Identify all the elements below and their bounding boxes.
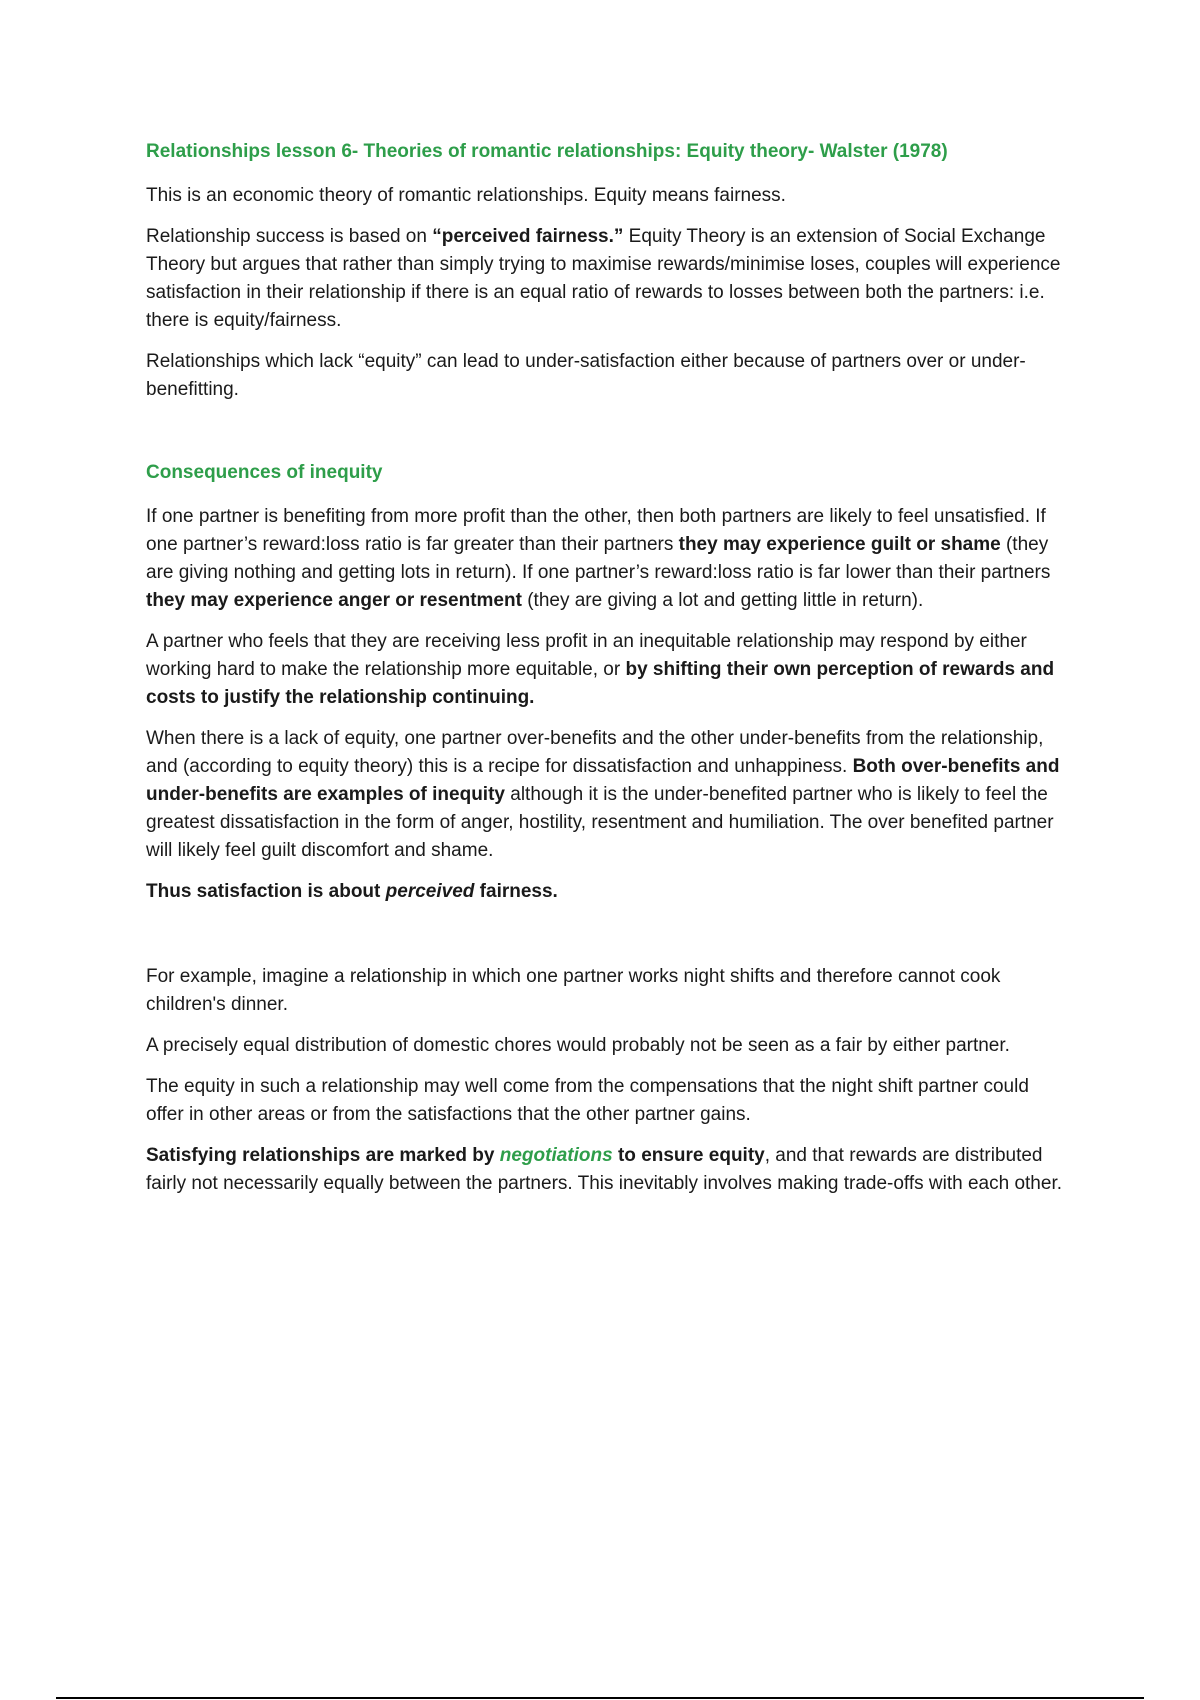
intro-paragraph-2 xyxy=(146,223,1066,335)
consequences-p3-bold: Both over-benefits and under-benefits are examples of inequity xyxy=(146,756,1060,805)
intro-p2-bold: “perceived fairness.” xyxy=(432,226,624,247)
example-paragraph-3: The equity in such a relationship may well come from the compensations that the night shift partner could offer in other areas or from the satisfactions that the other partner gains. xyxy=(146,1076,1029,1125)
intro-p2-text-b: Equity Theory is an extension of Social Exchange Theory but argues that rather than simply trying to maximise rewards/minimise loses, couples will experience satisfaction in their relationship if there is an equal ratio of rewards to losses between both the partners: i.e. there is equity/fairness. xyxy=(146,226,1061,331)
consequences-paragraph-1 xyxy=(146,503,1066,615)
bottom-rule xyxy=(56,1697,1144,1699)
example-paragraph-2: A precisely equal distribution of domestic chores would probably not be seen as a fair by either partner. xyxy=(146,1035,1010,1056)
consequences-paragraph-2 xyxy=(146,628,1066,712)
consequences-p1-bold-2: they may experience anger or resentment xyxy=(146,590,522,611)
consequences-p1-text-b: (they are giving nothing and getting lots in return). If one partner’s reward:loss ratio is far lower than their partners xyxy=(146,534,1051,583)
page-title: Relationships lesson 6- Theories of romantic relationships: Equity theory- Walster (1978) xyxy=(146,141,948,162)
example-p4-text-rest: , and that rewards are distributed fairly not necessarily equally between the partners. This inevitably involves making trade-offs with each other. xyxy=(146,1145,1062,1194)
consequences-p3-text-b: although it is the under-benefited partner who is likely to feel the greatest dissatisfaction in the form of anger, hostility, resentment and humiliation. The over benefited partner will likely feel guilt discomfort and shame. xyxy=(146,784,1054,861)
section-heading-consequences: Consequences of inequity xyxy=(146,462,383,483)
example-p4-bold-b: to ensure equity xyxy=(612,1145,765,1166)
example-paragraph-4 xyxy=(146,1142,1066,1198)
consequences-p1-text-a: If one partner is benefiting from more profit than the other, then both partners are likely to feel unsatisfied. If one partner’s reward:loss ratio is far greater than their partners xyxy=(146,506,1046,555)
example-p4-green-italic: negotiations xyxy=(499,1145,613,1166)
example-p4-bold-a: Satisfying relationships are marked by xyxy=(146,1145,500,1166)
consequences-paragraph-3 xyxy=(146,725,1066,865)
document-page xyxy=(146,138,1066,1211)
consequences-paragraph-4 xyxy=(146,878,1066,906)
intro-paragraph-1: This is an economic theory of romantic relationships. Equity means fairness. xyxy=(146,185,786,206)
consequences-p3-text-a: When there is a lack of equity, one partner over-benefits and the other under-benefits from the relationship, and (according to equity theory) this is a recipe for dissatisfaction and unhappiness. xyxy=(146,728,1044,777)
section-spacer xyxy=(146,417,1066,459)
consequences-p2-bold: by shifting their own perception of rewards and costs to justify the relationship continuing. xyxy=(146,659,1055,708)
intro-paragraph-3: Relationships which lack “equity” can lead to under-satisfaction either because of partners over or under-benefitting. xyxy=(146,351,1026,400)
consequences-p4-text-a: Thus satisfaction is about xyxy=(146,881,386,902)
consequences-p2-text-a: A partner who feels that they are receiving less profit in an inequitable relationship may respond by either working hard to make the relationship more equitable, or xyxy=(146,631,1027,680)
consequences-p1-bold-1: they may experience guilt or shame xyxy=(678,534,1001,555)
example-paragraph-1: For example, imagine a relationship in which one partner works night shifts and therefore cannot cook children's dinner. xyxy=(146,966,1001,1015)
section-spacer xyxy=(146,919,1066,963)
consequences-p1-text-c: (they are giving a lot and getting little in return). xyxy=(521,590,924,611)
consequences-p4-italic: perceived xyxy=(385,881,475,902)
consequences-p4-text-b: fairness. xyxy=(474,881,558,902)
intro-p2-text-a: Relationship success is based on xyxy=(146,226,433,247)
